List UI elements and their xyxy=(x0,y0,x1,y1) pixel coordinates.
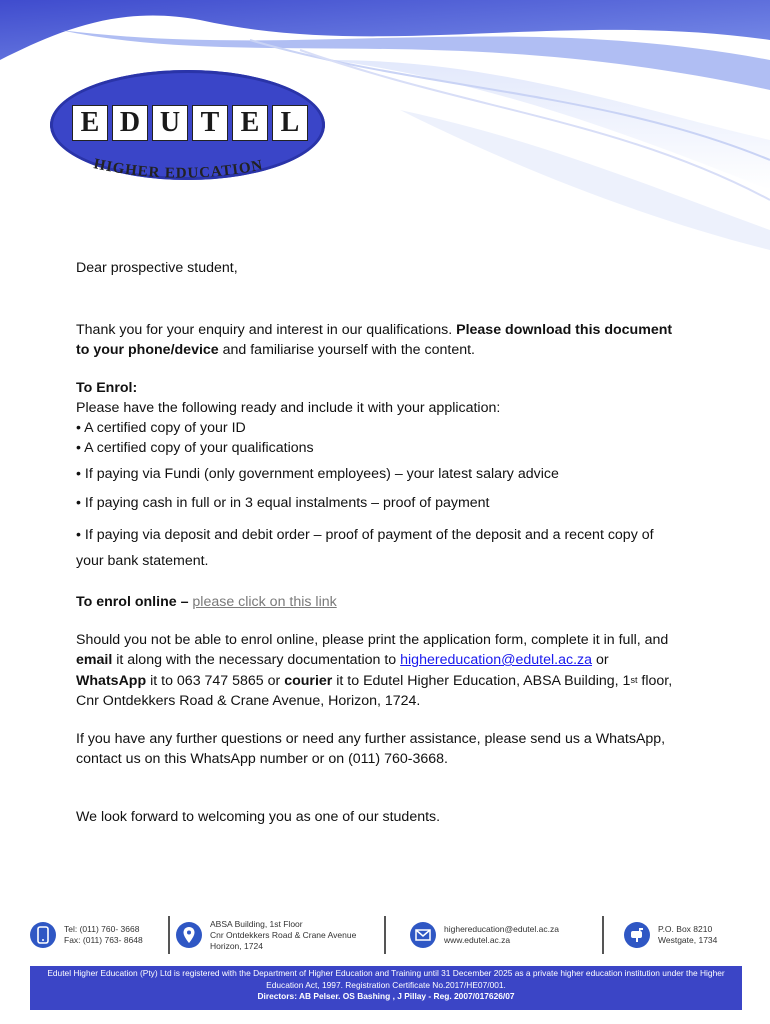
letter-body xyxy=(76,258,676,827)
print-email-word: email xyxy=(76,652,113,668)
intro-paragraph xyxy=(76,320,676,360)
envelope-icon xyxy=(410,922,436,948)
print-text: it to Edutel Higher Education, ABSA Building, 1 xyxy=(332,673,631,689)
list-item: • A certified copy of your qualifications xyxy=(76,440,314,456)
footer-address-line: Cnr Ontdekkers Road & Crane Avenue xyxy=(210,929,357,940)
list-item: • If paying cash in full or in 3 equal instalments – proof of payment xyxy=(76,495,490,511)
logo-letter: D xyxy=(112,105,148,141)
enrol-online-line xyxy=(76,592,676,612)
enrol-lead: Please have the following ready and include it with your application: xyxy=(76,400,501,416)
footer-address xyxy=(176,912,356,958)
questions-paragraph: If you have any further questions or need any further assistance, please send us a WhatsApp, contact us on this WhatsApp number or on (011) 760-3668. xyxy=(76,731,666,767)
email-link[interactable]: highereducation@edutel.ac.za xyxy=(400,652,593,668)
print-courier-word: courier xyxy=(284,673,333,689)
phone-icon xyxy=(30,922,56,948)
footer-address-line: ABSA Building, 1st Floor xyxy=(210,918,303,929)
print-paragraph xyxy=(76,630,676,711)
print-text: Should you not be able to enrol online, please print the application form, complete it in full, and xyxy=(76,632,669,648)
footer-divider xyxy=(168,916,170,954)
footer-postal xyxy=(624,912,717,958)
print-text: or xyxy=(592,652,609,668)
footer-address-line: Horizon, 1724 xyxy=(210,940,263,951)
mailbox-icon xyxy=(624,922,650,948)
ordinal-suffix: st xyxy=(630,675,638,685)
logo-letter: E xyxy=(72,105,108,141)
enrol-online-link[interactable]: please click on this link xyxy=(192,594,337,610)
registration-bar xyxy=(30,966,742,1010)
intro-emphasis: Please download this document to your phone/device xyxy=(76,322,673,358)
footer-divider xyxy=(384,916,386,954)
logo-letter: T xyxy=(192,105,228,141)
footer-contacts xyxy=(30,912,742,962)
footer-email-address[interactable]: highereducation@edutel.ac.za xyxy=(444,924,559,934)
directors-text: Directors: AB Pelser. OS Bashing , J Pillay - Reg. 2007/017626/07 xyxy=(257,991,515,1001)
print-whatsapp-word: WhatsApp xyxy=(76,673,147,689)
logo-subtitle-text: HIGHER EDUCATION xyxy=(92,156,265,182)
greeting: Dear prospective student, xyxy=(76,260,238,276)
list-item: • A certified copy of your ID xyxy=(76,420,246,436)
footer-tel: Tel: (011) 760- 3668 xyxy=(64,924,140,934)
closing-paragraph: We look forward to welcoming you as one of our students. xyxy=(76,809,441,825)
enrol-heading: To Enrol: xyxy=(76,380,138,396)
print-text: it to 063 747 5865 or xyxy=(146,673,285,689)
footer-phone xyxy=(30,912,143,958)
edutel-logo xyxy=(72,105,308,141)
enrol-online-label: To enrol online – xyxy=(76,594,193,610)
logo-subtitle xyxy=(88,150,298,200)
intro-text-end: and familiarise yourself with the content. xyxy=(218,342,475,358)
logo-letter: E xyxy=(232,105,268,141)
svg-text:HIGHER EDUCATION xyxy=(92,156,264,181)
list-item: • If paying via Fundi (only government employees) – your latest salary advice xyxy=(76,466,559,482)
print-text: floor, Cnr Ontdekkers Road & Crane Avenue, Horizon, 1724. xyxy=(76,673,673,709)
footer-email xyxy=(410,912,559,958)
footer-website[interactable]: www.edutel.ac.za xyxy=(444,935,511,945)
intro-text: Thank you for your enquiry and interest in our qualifications. xyxy=(76,322,457,338)
footer-divider xyxy=(602,916,604,954)
footer-po-city: Westgate, 1734 xyxy=(658,935,718,945)
footer-po-box: P.O. Box 8210 xyxy=(658,924,713,934)
location-pin-icon xyxy=(176,922,202,948)
print-text: it along with the necessary documentation to xyxy=(112,652,401,668)
logo-letter: L xyxy=(272,105,308,141)
footer-fax: Fax: (011) 763- 8648 xyxy=(64,935,143,945)
logo-letter: U xyxy=(152,105,188,141)
list-item: • If paying via deposit and debit order – proof of payment of the deposit and a recent copy of your bank statement. xyxy=(76,527,654,569)
registration-text: Edutel Higher Education (Pty) Ltd is registered with the Department of Higher Education and Training until 31 December 2025 as a private higher education institution under the Higher Education Act, 1997. Registration Certificate No.2017/HE07/001. xyxy=(47,968,725,990)
